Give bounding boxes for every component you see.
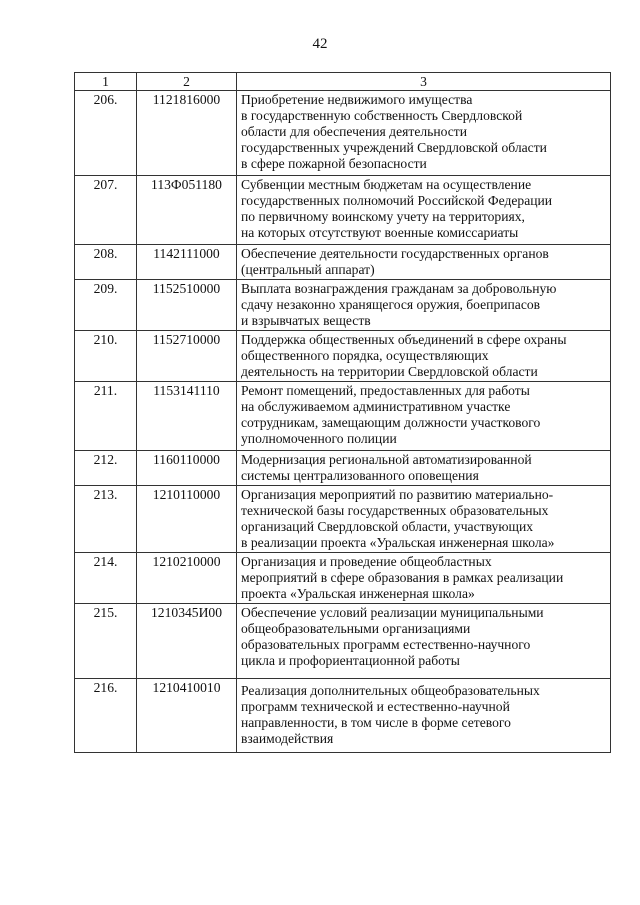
description-line: Организация мероприятий по развитию материально- <box>241 487 554 502</box>
row-number: 207. <box>75 176 137 245</box>
description-line: программ технической и естественно-научной <box>241 699 510 714</box>
description-line: организаций Свердловской области, участвующих <box>241 519 534 534</box>
row-code: 1152510000 <box>137 280 237 331</box>
table-row <box>75 91 611 176</box>
row-number: 206. <box>75 91 137 176</box>
row-description <box>237 382 611 451</box>
table-row <box>75 604 611 679</box>
description-line: в реализации проекта «Уральская инженерная школа» <box>241 535 555 550</box>
description-line: и взрывчатых веществ <box>241 313 371 328</box>
row-code: 1142111000 <box>137 245 237 280</box>
row-code: 1121816000 <box>137 91 237 176</box>
description-line: Организация и проведение общеобластных <box>241 554 492 569</box>
description-line: Субвенции местным бюджетам на осуществление <box>241 177 532 192</box>
column-header-3: 3 <box>237 73 611 91</box>
description-line: Модернизация региональной автоматизированной <box>241 452 532 467</box>
row-number: 211. <box>75 382 137 451</box>
row-description <box>237 176 611 245</box>
description-line: системы централизованного оповещения <box>241 468 479 483</box>
table-row <box>75 679 611 753</box>
table-row <box>75 280 611 331</box>
row-number: 208. <box>75 245 137 280</box>
row-code: 113Ф051180 <box>137 176 237 245</box>
description-line: государственных полномочий Российской Федерации <box>241 193 553 208</box>
description-line: направленности, в том числе в форме сетевого <box>241 715 511 730</box>
row-description <box>237 553 611 604</box>
description-line: на которых отсутствуют военные комиссариаты <box>241 225 519 240</box>
row-number: 209. <box>75 280 137 331</box>
description-line: Поддержка общественных объединений в сфере охраны <box>241 332 567 347</box>
description-line: образовательных программ естественно-научного <box>241 637 531 652</box>
row-description <box>237 679 611 753</box>
description-line: общественного порядка, осуществляющих <box>241 348 489 363</box>
description-line: Ремонт помещений, предоставленных для работы <box>241 383 530 398</box>
table-row <box>75 331 611 382</box>
description-line: Выплата вознаграждения гражданам за добровольную <box>241 281 557 296</box>
page-number: 42 <box>312 36 328 52</box>
row-description <box>237 91 611 176</box>
description-line: взаимодействия <box>241 731 334 746</box>
column-header-2: 2 <box>137 73 237 91</box>
description-line: на обслуживаемом административном участке <box>241 399 511 414</box>
description-line: области для обеспечения деятельности <box>241 124 467 139</box>
budget-classification-table <box>74 72 611 753</box>
description-line: технической базы государственных образовательных <box>241 503 549 518</box>
table-row <box>75 382 611 451</box>
row-number: 216. <box>75 679 137 753</box>
row-number: 214. <box>75 553 137 604</box>
row-code: 1160110000 <box>137 451 237 486</box>
row-code: 1153141110 <box>137 382 237 451</box>
row-description <box>237 604 611 679</box>
row-description <box>237 280 611 331</box>
row-code: 1210110000 <box>137 486 237 553</box>
table-header-row <box>75 73 611 91</box>
description-line: общеобразовательными организациями <box>241 621 471 636</box>
description-line: цикла и профориентационной работы <box>241 653 460 668</box>
description-line: Обеспечение деятельности государственных органов <box>241 246 549 261</box>
row-code: 1210345И00 <box>137 604 237 679</box>
row-number: 212. <box>75 451 137 486</box>
description-line: в сфере пожарной безопасности <box>241 156 427 171</box>
table-row <box>75 553 611 604</box>
description-line: (центральный аппарат) <box>241 262 375 277</box>
row-code: 1210410010 <box>137 679 237 753</box>
description-line: проекта «Уральская инженерная школа» <box>241 586 475 601</box>
row-number: 210. <box>75 331 137 382</box>
description-line: сотрудникам, замещающим должности участкового <box>241 415 541 430</box>
row-description <box>237 331 611 382</box>
description-line: сдачу незаконно хранящегося оружия, боеприпасов <box>241 297 541 312</box>
row-number: 215. <box>75 604 137 679</box>
description-line: мероприятий в сфере образования в рамках реализации <box>241 570 564 585</box>
row-code: 1210210000 <box>137 553 237 604</box>
row-description <box>237 486 611 553</box>
description-line: в государственную собственность Свердловской <box>241 108 523 123</box>
description-line: государственных учреждений Свердловской области <box>241 140 547 155</box>
description-line: Приобретение недвижимого имущества <box>241 92 473 107</box>
table-row <box>75 245 611 280</box>
description-line: по первичному воинскому учету на территориях, <box>241 209 525 224</box>
row-code: 1152710000 <box>137 331 237 382</box>
description-line: уполномоченного полиции <box>241 431 397 446</box>
row-description <box>237 245 611 280</box>
row-number: 213. <box>75 486 137 553</box>
table-row <box>75 486 611 553</box>
row-description <box>237 451 611 486</box>
description-line: Реализация дополнительных общеобразовательных <box>241 683 540 698</box>
description-line: деятельность на территории Свердловской области <box>241 364 538 379</box>
column-header-1: 1 <box>75 73 137 91</box>
table-row <box>75 451 611 486</box>
description-line: Обеспечение условий реализации муниципальными <box>241 605 544 620</box>
table-row <box>75 176 611 245</box>
